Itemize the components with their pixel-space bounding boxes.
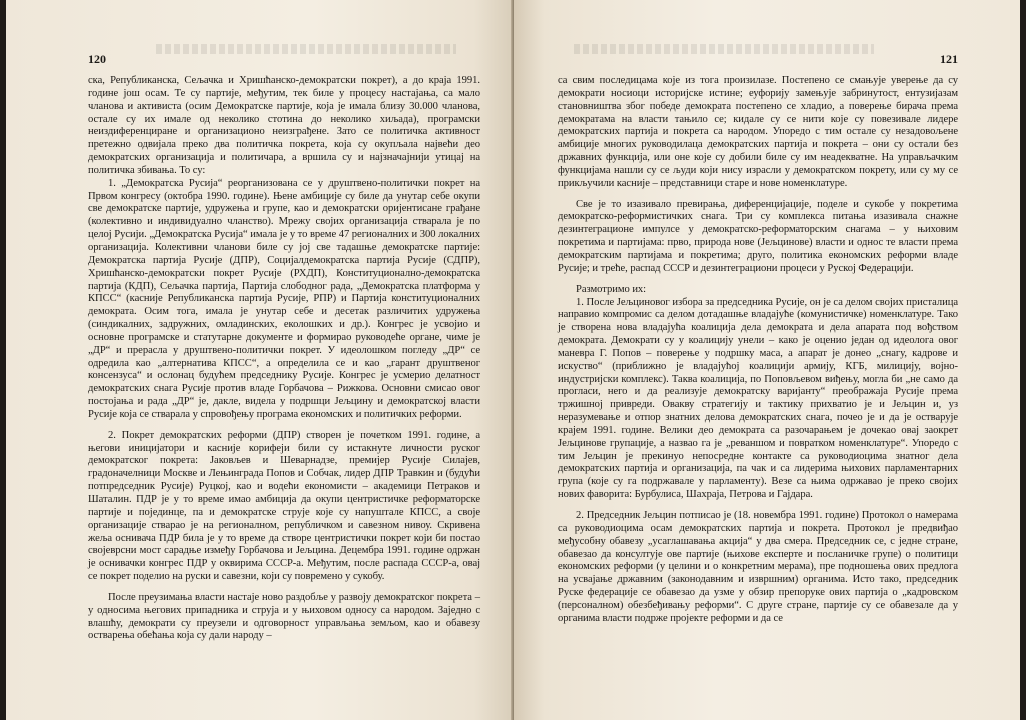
bleed-through-mark	[156, 44, 456, 54]
right-page	[514, 0, 1020, 720]
right-paragraph-4: 1. После Јељциновог избора за председника Русије, он је са делом својих присталица направио компромис са делом дотадашње владајуће (комунистичке) номенклатуре. Тако је створена нова владајућа коалиција дела демократа и дела апарата под вођством демократа. Демократи су у коалицију унели – како је оценио један од идеолога овог маневра Г. Попов – поверење у подршку маса, а апарат је донео „снагу, кадрове и искуство“ (приближно је владајућој коалицији армију, КГБ, милицију, војно-индустријски комплекс). Таква коалиција, по Поповљевом виђењу, могла би „не само да прогласи, него и да реализује демократску варијанту“ преображаја Русије према тржишној привреди. Овакву стратегију и тактику прихватио је и Јељцин и, уз неразумевање и отпор знатних делова демократских снага, почео је и да је остварује крајем 1991. године. Велики део демократа са разочарањем је дочекао овај заокрет Јељциновe групације, а назвао га је „реваншом и повратком номенклатуре“. Упоредо с тим Јељцин је прекинуо непосредне контакте са руководиоцима знатног дела демократских партија и организација, па чак и са лидерима њихових парламентарних група (које су га подржавале у парламенту). Везе са њима одржавао је преко својих нових фаворита: Бурбулиса, Шахраја, Петрова и Гајдара.	[558, 296, 958, 501]
right-paragraph-5: 2. Председник Јељцин потписао је (18. новембра 1991. године) Протокол о намерама са руководиоцима осам демократских партија и покрета. Протокол је предвиђао међусобну обавезу „усаглашавања акција“ у два смера. Председник се, с једне стране, обавезао да консултује ове партије (њихове експерте и посланичке групе) о политици економских реформи (у целини и о конкретним мерама), пре подношења ових предлога на усвајање државним (законодавним и извршним) органима. Исто тако, председник Руске федерације се обавезао да узме у обзир препоруке ових партија о „кадровском (персоналном) обезбеђивању реформи“. С друге стране, партије су се обавезале да у органима власти подрже пројекте реформи и да се	[558, 510, 958, 624]
left-page-number: 120	[88, 52, 106, 66]
left-paragraph-1: ска, Републиканска, Сељачка и Хришћанско-демократски покрет), а до краја 1991. године још осам. Те су партије, међутим, тек биле у процесу настајања, са мало чланова и активиста (осим Демократске партије, која је имала близу 30.000 чланова, остале су их имале од неколико стотина до неколико хиљада), програмски неиздиференциране и организационо неизграђене. Зато се политичка активност претежно одвијала преко два политичка покрета, која су окупљала највећи део демократских организација и политичара, а вршила су и најзначајнији утицај на политичка збивања. То су:	[88, 75, 480, 176]
right-paragraph-1: са свим последицама које из тога произилазе. Постепено се смањује уверење да су демократи носиоци историјске истине; еуфорију замењује забринутост, ентузијазам становништва због победе демократа постепено се хладио, а поверење бирача према демократама на власти тањило се; кидале су се нити које су повезивале лидере демократских партија и покрета са народом. Упоредо с тим остале су незадовољене амбиције многих руководилаца демократских партија и покрета – они су остали без државних функција, или оне које су добили биле су им неадекватне. На управљачким функцијама нашли су се људи који нису израсли у демократском покрету, или су му се прикључили касније – представници старе и нове номенклатуре.	[558, 75, 958, 189]
right-paragraph-2: Све је то изазивало превирања, диференцијације, поделе и сукобе у покретима демократско-реформистичких снага. Три су комплекса питања изазивала снажне дезинтеграционе импулсе у демократско-реформаторским снагама – у њиховим покретима и партијама: прво, природа нове (Јељцинове) власти и однос те власти према демократским партијама и покретима; друго, политика економских реформи владе Русије; и треће, распад СССР и дезинтеграциони процеси у Руској Федерацији.	[558, 198, 958, 274]
right-page-text	[558, 75, 958, 626]
right-page-number: 121	[940, 52, 958, 66]
left-page-text	[88, 75, 480, 643]
left-paragraph-3: 2. Покрет демократских реформи (ДПР) створен је почетком 1991. године, а његови иницијатори и касније корифеји били су истакнуте личности руског демократског покрета: Јаковљев и Шеварнадзе, премијер Русије Силајев, градоначелници Москве и Лењинграда Попов и Собчак, лидер ДПР Травкин и (будући потпредседник Русије) Руцкој, као и водећи економисти – академици Петраков и Шаталин. ПДР је у то време имао амбиција да окупи центристичке реформаторске партије и појединце, па и демократске струје које су напуштале КПСС, а своје организације стварао је на регионалном, републичком и савезном нивоу. Скривена жеља оснивача ПДР била је у то време да створе центристички покрет који би постао својеврсни мост сарадње између Горбачова и Јељцина. Децембра 1991. године одржан је оснивачки конгрес ПДР у оквирима СССР-а. Међутим, после распада СССР-а, овај се покрет поделио на руски и савезни, који су повремено у сукобу.	[88, 429, 480, 583]
left-paragraph-2: 1. „Демократска Русија“ реорганизована се у друштвено-политички покрет на Првом конгресу (октобра 1990. године). Њене амбиције су биле да унутар себе окупи све демократске партије, удружења и групе, као и демократски оријентисане грађане (колективно и индивидуално чланство). Мрежу својих организација стварала је по целој Русији. „Демократска Русија“ имала је у то време 47 регионалних и 300 локалних организација. Колективни чланови биле су јој све тадашње демократске партије: Демократска партија Русије (ДПР), Социјалдемократска партија Русије (СДПР), Хришћанско-демократски покрет Русије (РХДП), Конституционално-демократска партија (КДП), Сељачка партија, Партија слободног рада, „Демократска платформа у КПСС“ (касније Републиканска партија Русије, РПР) и Партија конституционалних демократа. Осим тога, имала је унутар себе и десетак различитих удружења (синдикалних, задружних, омладинских, еколошких и др.). Конгрес је усвојио и основне програмске и статутарне документе и формирао руководеће органе, чиме је „ДР“ и прерасла у друштвено-политички покрет. У идеолошком погледу „ДР“ се одредила као „алтернатива КПСС“, а определила се и као „гарант друштвеног консензуса“ и ослонац будућем председнику Русије. Конгрес је усмерио делатност демократских снага Русије против владе Горбачова – Рижкова. Основни смисао овог постојања и рада „ДР“ је, дакле, видела у подршци Јељцину и демократској власти Русије која се стварала у спровођењу програма економских и политичких реформи.	[88, 177, 480, 420]
left-page	[6, 0, 514, 720]
left-paragraph-4: После преузимања власти настаје ново раздобље у развоју демократског покрета – у односима његових припадника и струја и у њиховом односу са народом. Заједно с влашћу, демократи су преузели и одговорност управљања земљом, као и обавезу остварења обећања која су дали народу –	[88, 591, 480, 642]
right-paragraph-3: Размотримо их:	[576, 283, 647, 295]
bleed-through-mark	[574, 44, 874, 54]
